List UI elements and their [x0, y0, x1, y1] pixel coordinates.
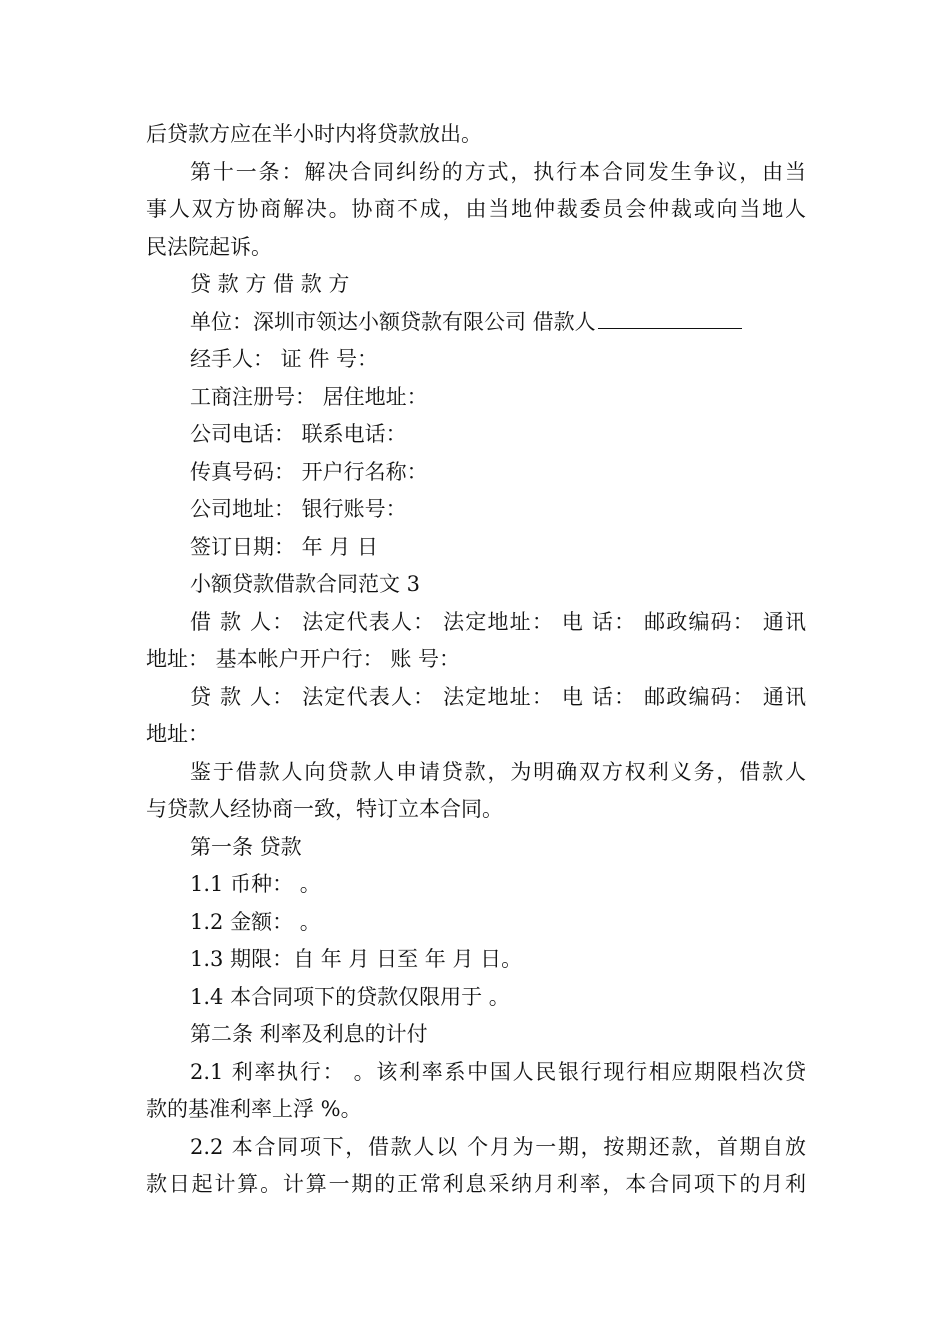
clause-line: 款的基准利率上浮 %。 [146, 1097, 362, 1121]
paragraph-line: 鉴于借款人向贷款人申请贷款，为明确双方权利义务，借款人 [190, 759, 806, 784]
article-title: 第二条 利率及利息的计付 [190, 1022, 428, 1046]
section-title: 小额贷款借款合同范文 3 [190, 572, 421, 596]
signature-field: 公司电话： 联系电话： [190, 422, 407, 446]
signature-field: 工商注册号： 居住地址： [190, 384, 428, 409]
paragraph-line: 后贷款方应在半小时内将贷款放出。 [146, 122, 482, 146]
signature-header: 贷 款 方 借 款 方 [190, 272, 350, 296]
article-title: 第一条 贷款 [190, 834, 302, 859]
lender-info-line: 贷 款 人： 法定代表人： 法定地址： 电 话： 邮政编码： 通讯 [190, 684, 806, 709]
clause-line: 2.1 利率执行： 。该利率系中国人民银行现行相应期限档次贷 [190, 1059, 806, 1084]
signature-field: 传真号码： 开户行名称： [190, 459, 428, 484]
signature-field: 签订日期： 年 月 日 [190, 534, 379, 559]
signature-field: 公司地址： 银行账号： [190, 497, 407, 521]
clause-line: 1.1 币种： 。 [190, 872, 321, 896]
clause-line: 款日起计算。计算一期的正常利息采纳月利率，本合同项下的月利 [146, 1172, 806, 1196]
signature-field: 经手人： 证 件 号： [190, 347, 379, 371]
borrower-info-line: 地址： 基本帐户开户行： 账 号： [146, 647, 461, 671]
clause-line: 2.2 本合同项下，借款人以 个月为一期，按期还款，首期自放 [190, 1134, 806, 1159]
lender-info-line: 地址： [146, 722, 209, 746]
signature-unit-text: 单位：深圳市领达小额贷款有限公司 借款人 [190, 309, 596, 334]
paragraph-line: 事人双方协商解决。协商不成，由当地仲裁委员会仲裁或向当地人 [146, 197, 806, 221]
signature-unit-line [146, 304, 806, 342]
document-page [146, 116, 806, 1204]
paragraph-line: 与贷款人经协商一致，特订立本合同。 [146, 797, 503, 821]
paragraph-line: 民法院起诉。 [146, 234, 272, 259]
clause-line: 1.2 金额： 。 [190, 909, 321, 934]
borrower-blank [598, 306, 742, 329]
clause-line: 1.4 本合同项下的贷款仅限用于 。 [190, 984, 510, 1009]
clause-line: 1.3 期限：自 年 月 日至 年 月 日。 [190, 947, 523, 971]
clause-11-line: 第十一条：解决合同纠纷的方式，执行本合同发生争议，由当 [190, 159, 806, 184]
borrower-info-line: 借 款 人： 法定代表人： 法定地址： 电 话： 邮政编码： 通讯 [190, 609, 806, 634]
